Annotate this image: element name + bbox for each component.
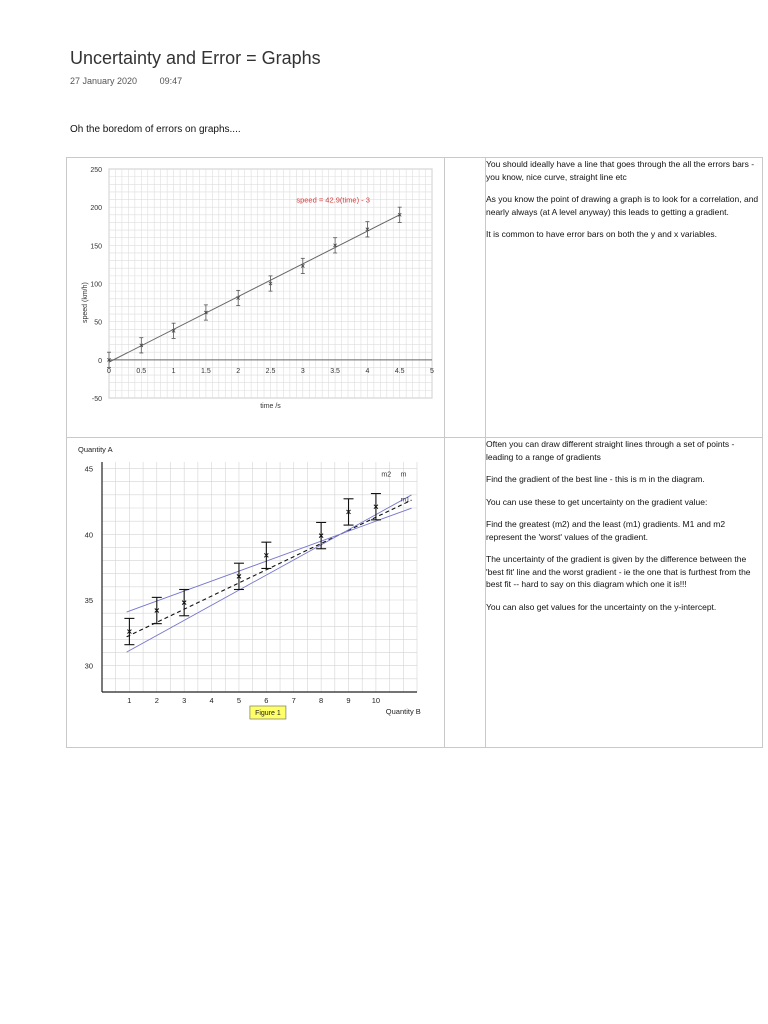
page-time: 09:47 <box>159 76 183 86</box>
content-table <box>66 157 763 748</box>
x-axis-label: Quantity B <box>385 707 421 716</box>
y-tick-label: -50 <box>91 396 102 403</box>
x-axis-label: time /s <box>260 403 281 410</box>
x-tick-label: 4.5 <box>394 367 405 375</box>
y-tick-label: 250 <box>90 167 102 174</box>
speed-time-chart <box>67 158 444 432</box>
note-paragraph: You can use these to get uncertainty on the gradient value: <box>486 496 708 507</box>
x-tick-label: 8 <box>319 696 324 705</box>
x-tick-label: 3.5 <box>330 367 340 375</box>
y-tick-label: 50 <box>94 319 102 327</box>
x-tick-label: 9 <box>346 696 351 705</box>
x-tick-label: 1 <box>171 367 176 375</box>
note-paragraph: Find the greatest (m2) and the least (m1) gradients. M1 and m2 represent the 'worst' values of the gradient. <box>486 519 726 542</box>
note-paragraph: You can also get values for the uncertainty on the y-intercept. <box>486 601 717 612</box>
y-tick-label: 100 <box>90 281 102 289</box>
note-paragraph: It is common to have error bars on both the y and x variables. <box>486 229 718 239</box>
x-tick-label: 4 <box>209 696 214 705</box>
x-tick-label: 2 <box>154 696 159 705</box>
x-tick-label: 2.5 <box>265 367 276 375</box>
x-tick-label: 3 <box>300 367 305 375</box>
x-tick-label: 0.5 <box>136 367 147 375</box>
y-tick-label: 0 <box>98 357 102 365</box>
x-tick-label: 1 <box>127 696 132 705</box>
line-label-m: m <box>400 471 407 479</box>
x-tick-label: 5 <box>236 696 242 705</box>
y-tick-label: 35 <box>84 596 93 605</box>
y-tick-label: 30 <box>84 661 93 671</box>
intro-text: Oh the boredom of errors on graphs.... <box>70 124 241 135</box>
x-tick-label: 6 <box>264 696 269 705</box>
x-tick-label: 5 <box>430 367 434 375</box>
x-tick-label: 3 <box>182 696 187 705</box>
spacer-cell <box>445 158 486 438</box>
notes-cell-2 <box>486 438 763 748</box>
table-row <box>67 438 763 748</box>
note-paragraph: Often you can draw different straight lines through a set of points - leading to a range of gradients <box>486 439 735 462</box>
x-tick-label: 1.5 <box>201 367 211 375</box>
speed-chart-cell <box>67 158 445 438</box>
plot-area <box>102 462 417 692</box>
page-date: 27 January 2020 <box>70 76 138 86</box>
spacer-cell <box>445 438 486 748</box>
x-tick-label: 7 <box>291 696 296 705</box>
notes-cell-1 <box>486 158 763 438</box>
y-axis-label: Quantity A <box>78 445 113 454</box>
note-paragraph: You should ideally have a line that goes through the all the errors bars - you know, nice curve, straight line etc <box>486 159 755 182</box>
y-tick-label: 150 <box>90 243 102 251</box>
note-paragraph: Find the gradient of the best line - this is m in the diagram. <box>486 474 705 484</box>
fit-equation-label: speed = 42.9(time) - 3 <box>296 195 370 205</box>
x-tick-label: 0 <box>107 367 111 375</box>
line-label-m1: m1 <box>400 496 410 504</box>
figure-label: Figure 1 <box>255 710 281 717</box>
quantity-chart <box>67 438 444 742</box>
line-label-m2: m2 <box>381 471 392 479</box>
x-tick-label: 2 <box>236 367 241 375</box>
y-tick-label: 40 <box>84 530 93 540</box>
page-meta <box>70 76 182 86</box>
note-paragraph: The uncertainty of the gradient is given by the difference between the 'best fit' line and the worst gradient - ie the one that is furthest from the best fit -- hard to say on this diagram which one it is!!! <box>486 554 751 589</box>
x-tick-label: 4 <box>365 367 370 375</box>
page-title: Uncertainty and Error = Graphs <box>70 48 321 68</box>
quantity-chart-cell <box>67 438 445 748</box>
table-row <box>67 158 763 438</box>
y-axis-label: speed (km/h) <box>82 282 89 324</box>
x-tick-label: 10 <box>371 696 381 705</box>
y-tick-label: 200 <box>90 205 102 213</box>
note-paragraph: As you know the point of drawing a graph is to look for a correlation, and nearly always (at A level anyway) this leads to getting a gradient. <box>486 194 759 217</box>
y-tick-label: 45 <box>84 464 93 474</box>
